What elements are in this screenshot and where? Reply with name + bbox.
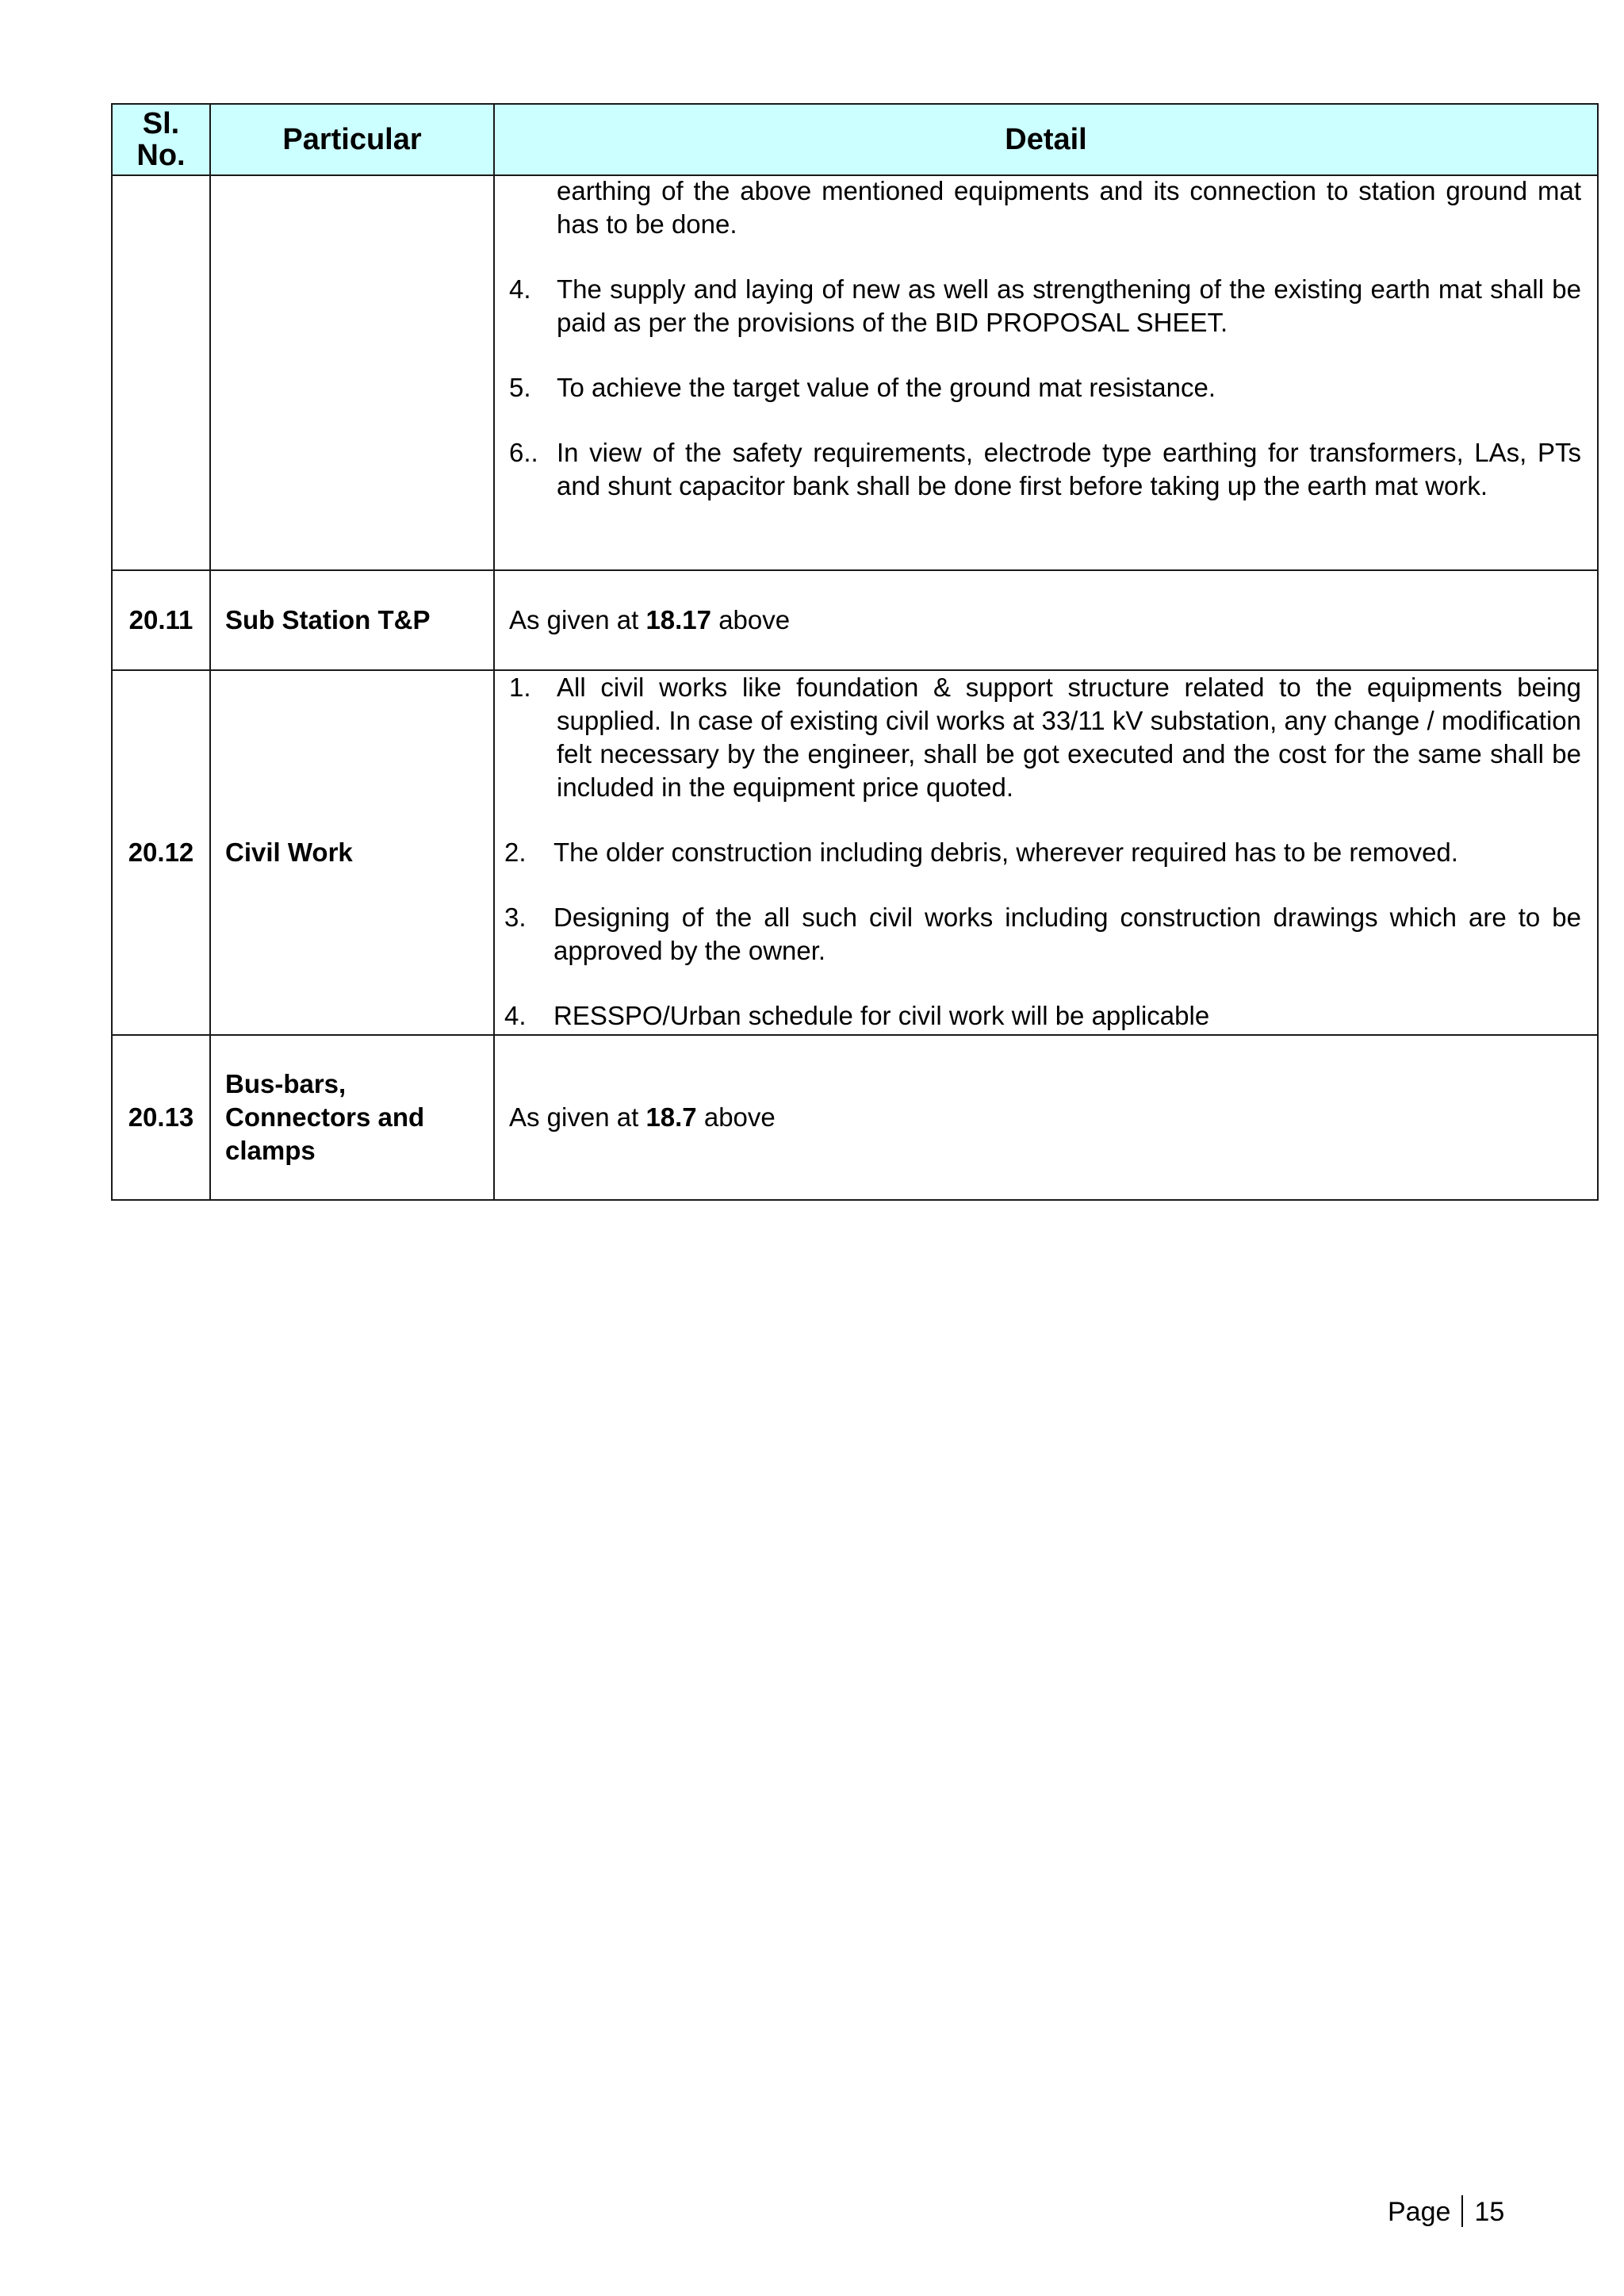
particular-line: clamps <box>225 1136 316 1165</box>
detail-prefix: As given at <box>509 1102 646 1132</box>
cell-sl-no: 20.12 <box>112 670 210 1035</box>
table-row <box>112 1035 1598 1200</box>
particular-line: Connectors and <box>225 1102 425 1132</box>
list-item-number: 4. <box>509 274 531 304</box>
list-item-text: Designing of the all such civil works including construction drawings which are to be approved by the owner. <box>553 903 1581 965</box>
table-row <box>112 670 1598 1035</box>
specification-table <box>111 103 1599 1201</box>
list-item-number: 5. <box>509 373 531 402</box>
list-item-number: 3. <box>504 903 527 932</box>
page-number: 15 <box>1474 2197 1505 2227</box>
cell-sl-no: 20.11 <box>112 570 210 670</box>
cell-particular: Sub Station T&P <box>210 570 494 670</box>
list-item <box>509 371 1581 404</box>
cell-detail <box>494 175 1598 570</box>
list-item <box>504 836 1581 869</box>
list-item-number: 2. <box>504 838 527 867</box>
list-item-number: 1. <box>509 673 531 702</box>
header-detail: Detail <box>494 104 1598 175</box>
cell-particular <box>210 1035 494 1200</box>
list-item-text: RESSPO/Urban schedule for civil work will be applicable <box>553 1001 1210 1030</box>
page-label: Page <box>1388 2197 1451 2227</box>
table-row <box>112 175 1598 570</box>
cell-detail <box>494 1035 1598 1200</box>
list-item <box>509 436 1581 503</box>
detail-suffix: above <box>696 1102 776 1132</box>
header-particular: Particular <box>210 104 494 175</box>
table-header-row <box>112 104 1598 175</box>
cell-sl-no: 20.13 <box>112 1035 210 1200</box>
detail-prefix: As given at <box>509 605 646 634</box>
list-item-text: In view of the safety requirements, electrode type earthing for transformers, LAs, PTs and shunt capacitor bank shall be done first before taking up the earth mat work. <box>557 438 1581 500</box>
list-item <box>504 901 1581 968</box>
cell-particular: Civil Work <box>210 670 494 1035</box>
detail-suffix: above <box>711 605 791 634</box>
detail-reference: 18.17 <box>645 605 712 634</box>
continued-text: earthing of the above mentioned equipments and its connection to station ground mat has to be done. <box>557 176 1581 239</box>
page-footer <box>1388 2197 1504 2229</box>
list-item-number: 6.. <box>509 438 538 467</box>
footer-divider <box>1461 2195 1463 2227</box>
cell-particular <box>210 175 494 570</box>
list-item <box>509 671 1581 804</box>
list-item <box>509 273 1581 339</box>
header-sl-no: Sl. No. <box>112 104 210 175</box>
cell-detail <box>494 570 1598 670</box>
cell-detail <box>494 670 1598 1035</box>
list-item <box>504 999 1581 1033</box>
list-item-text: All civil works like foundation & support structure related to the equipments being supplied. In case of existing civil works at 33/11 kV substation, any change / modification felt necessary by the engineer, shall be got executed and the cost for the same shall be included in the equipment price quoted. <box>557 673 1581 802</box>
list-item-text: The supply and laying of new as well as strengthening of the existing earth mat shall be paid as per the provisions of the BID PROPOSAL SHEET. <box>557 274 1581 337</box>
list-item-text: To achieve the target value of the ground mat resistance. <box>557 373 1216 402</box>
particular-line: Bus-bars, <box>225 1069 347 1098</box>
table-row <box>112 570 1598 670</box>
list-item-text: The older construction including debris, wherever required has to be removed. <box>553 838 1458 867</box>
cell-sl-no <box>112 175 210 570</box>
list-item-number: 4. <box>504 1001 527 1030</box>
detail-reference: 18.7 <box>645 1102 697 1132</box>
